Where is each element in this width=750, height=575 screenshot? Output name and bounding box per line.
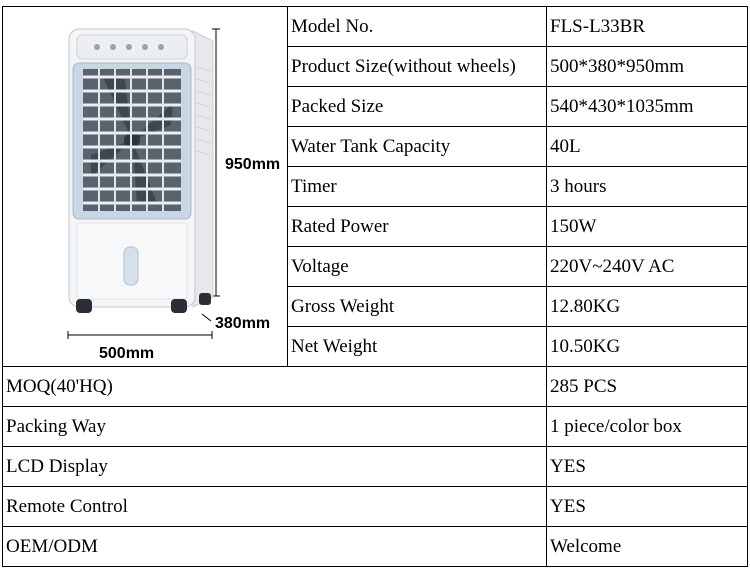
spec-label: Timer	[288, 167, 547, 207]
cooler-side-panel	[193, 31, 213, 307]
spec-value: 1 piece/color box	[547, 407, 748, 447]
wheel-icon	[76, 299, 92, 313]
table-row	[3, 7, 748, 47]
spec-value: 150W	[547, 207, 748, 247]
spec-value: FLS-L33BR	[547, 7, 748, 47]
spec-label: Packed Size	[288, 87, 547, 127]
spec-value: 500*380*950mm	[547, 47, 748, 87]
width-dimension-label: 500mm	[99, 345, 155, 362]
height-dimension-label: 950mm	[225, 156, 281, 173]
spec-value: 10.50KG	[547, 327, 748, 367]
air-cooler-image	[3, 7, 288, 366]
table-row	[3, 487, 748, 527]
spec-label: MOQ(40'HQ)	[3, 367, 547, 407]
button-icon	[94, 44, 100, 50]
product-image-cell	[3, 7, 288, 367]
spec-table	[2, 6, 748, 567]
spec-value: YES	[547, 447, 748, 487]
spec-label: Water Tank Capacity	[288, 127, 547, 167]
table-row	[3, 367, 748, 407]
spec-value: 3 hours	[547, 167, 748, 207]
spec-value: 12.80KG	[547, 287, 748, 327]
spec-value: Welcome	[547, 527, 748, 567]
depth-dimension-line	[202, 314, 211, 321]
spec-label: Rated Power	[288, 207, 547, 247]
button-icon	[110, 44, 116, 50]
button-icon	[126, 44, 132, 50]
button-icon	[142, 44, 148, 50]
table-row	[3, 407, 748, 447]
spec-label: LCD Display	[3, 447, 547, 487]
depth-dimension-label: 380mm	[215, 315, 271, 332]
button-icon	[158, 44, 164, 50]
spec-value: YES	[547, 487, 748, 527]
spec-label: Model No.	[288, 7, 547, 47]
wheel-icon	[199, 293, 211, 305]
spec-value: 540*430*1035mm	[547, 87, 748, 127]
water-level-window	[124, 247, 138, 285]
spec-value: 220V~240V AC	[547, 247, 748, 287]
spec-label: Packing Way	[3, 407, 547, 447]
spec-label: Net Weight	[288, 327, 547, 367]
spec-label: Product Size(without wheels)	[288, 47, 547, 87]
spec-label: Voltage	[288, 247, 547, 287]
spec-value: 40L	[547, 127, 748, 167]
spec-value: 285 PCS	[547, 367, 748, 407]
spec-label: Gross Weight	[288, 287, 547, 327]
wheel-icon	[171, 299, 187, 313]
spec-label: Remote Control	[3, 487, 547, 527]
table-row	[3, 447, 748, 487]
table-row	[3, 527, 748, 567]
product-illustration	[3, 7, 288, 366]
spec-label: OEM/ODM	[3, 527, 547, 567]
